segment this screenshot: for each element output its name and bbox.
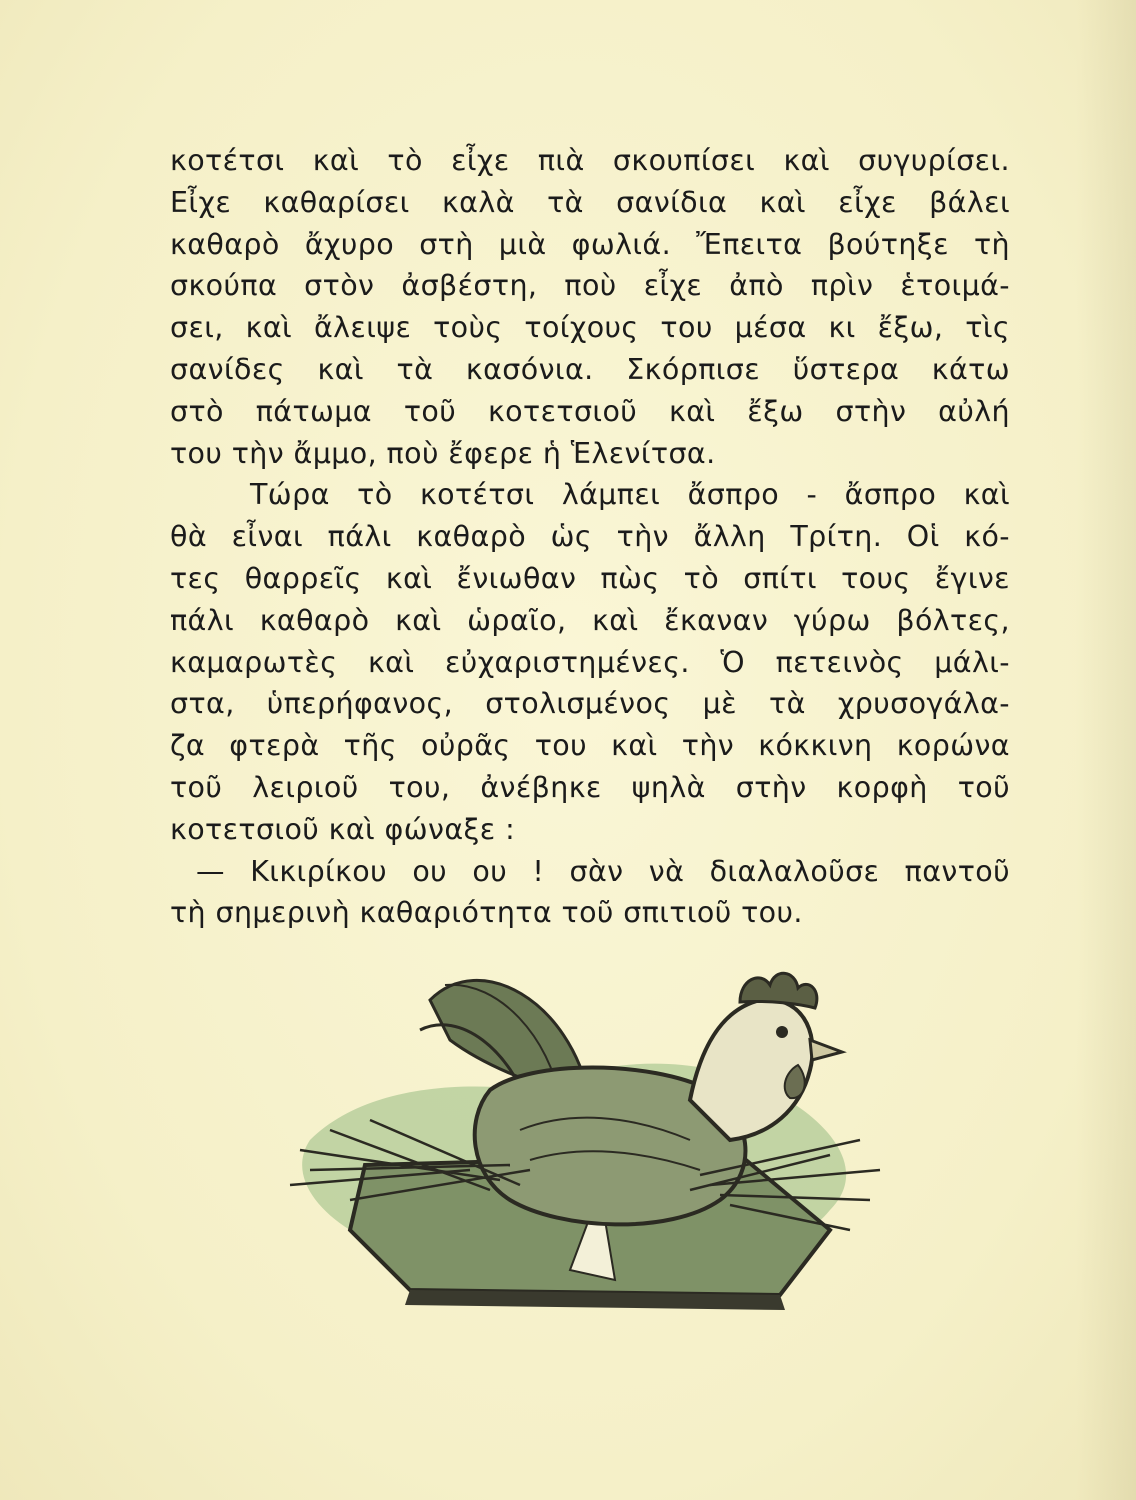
text-line: Εἶχε καθαρίσει καλὰ τὰ σανίδια καὶ εἶχε βάλει — [170, 185, 1010, 219]
paragraph-3 — [170, 851, 1010, 935]
hen-on-nest-icon — [270, 940, 890, 1310]
story-text — [170, 140, 1010, 934]
text-line: πάλι καθαρὸ καὶ ὡραῖο, καὶ ἔκαναν γύρω βόλτες, — [170, 603, 1010, 637]
text-line: τοῦ λειριοῦ του, ἀνέβηκε ψηλὰ στὴν κορφὴ τοῦ — [170, 770, 1010, 804]
text-line: κοτετσιοῦ καὶ φώναξε : — [170, 812, 516, 846]
text-line: του τὴν ἄμμο, ποὺ ἔφερε ἡ Ἑλενίτσα. — [170, 436, 716, 470]
text-line: κοτέτσι καὶ τὸ εἶχε πιὰ σκουπίσει καὶ συγυρίσει. — [170, 144, 1010, 177]
text-line: σανίδες καὶ τὰ κασόνια. Σκόρπισε ὕστερα κάτω — [170, 352, 1010, 386]
text-line: τὴ σημερινὴ καθαριότητα τοῦ σπιτιοῦ του. — [170, 896, 803, 930]
text-line: θὰ εἶναι πάλι καθαρὸ ὡς τὴν ἄλλη Τρίτη. Οἱ κό- — [170, 520, 1010, 554]
text-line: Τώρα τὸ κοτέτσι λάμπει ἄσπρο - ἄσπρο καὶ — [250, 478, 1010, 512]
page-spine-shadow — [1076, 0, 1136, 1500]
text-line: στα, ὑπερήφανος, στολισμένος μὲ τὰ χρυσογάλα- — [170, 687, 1010, 721]
text-line: σκούπα στὸν ἀσβέστη, ποὺ εἶχε ἀπὸ πρὶν ἑτοιμά- — [170, 269, 1010, 303]
text-line: στὸ πάτωμα τοῦ κοτετσιοῦ καὶ ἔξω στὴν αὐλή — [170, 394, 1010, 428]
paragraph-1 — [170, 140, 1010, 474]
text-line: τες θαρρεῖς καὶ ἔνιωθαν πὼς τὸ σπίτι τους ἔγινε — [170, 561, 1010, 595]
text-line: καθαρὸ ἄχυρο στὴ μιὰ φωλιά. Ἔπειτα βούτηξε τὴ — [170, 227, 1010, 261]
text-line: — Κικιρίκου ου ου ! σὰν νὰ διαλαλοῦσε παντοῦ — [196, 854, 1010, 888]
paragraph-2 — [170, 474, 1010, 850]
text-line: καμαρωτὲς καὶ εὐχαριστημένες. Ὁ πετεινὸς μάλι- — [170, 645, 1010, 679]
text-line: σει, καὶ ἄλειψε τοὺς τοίχους του μέσα κι ἔξω, τὶς — [170, 311, 1010, 345]
text-line: ζα φτερὰ τῆς οὐρᾶς του καὶ τὴν κόκκινη κορώνα — [170, 729, 1010, 763]
